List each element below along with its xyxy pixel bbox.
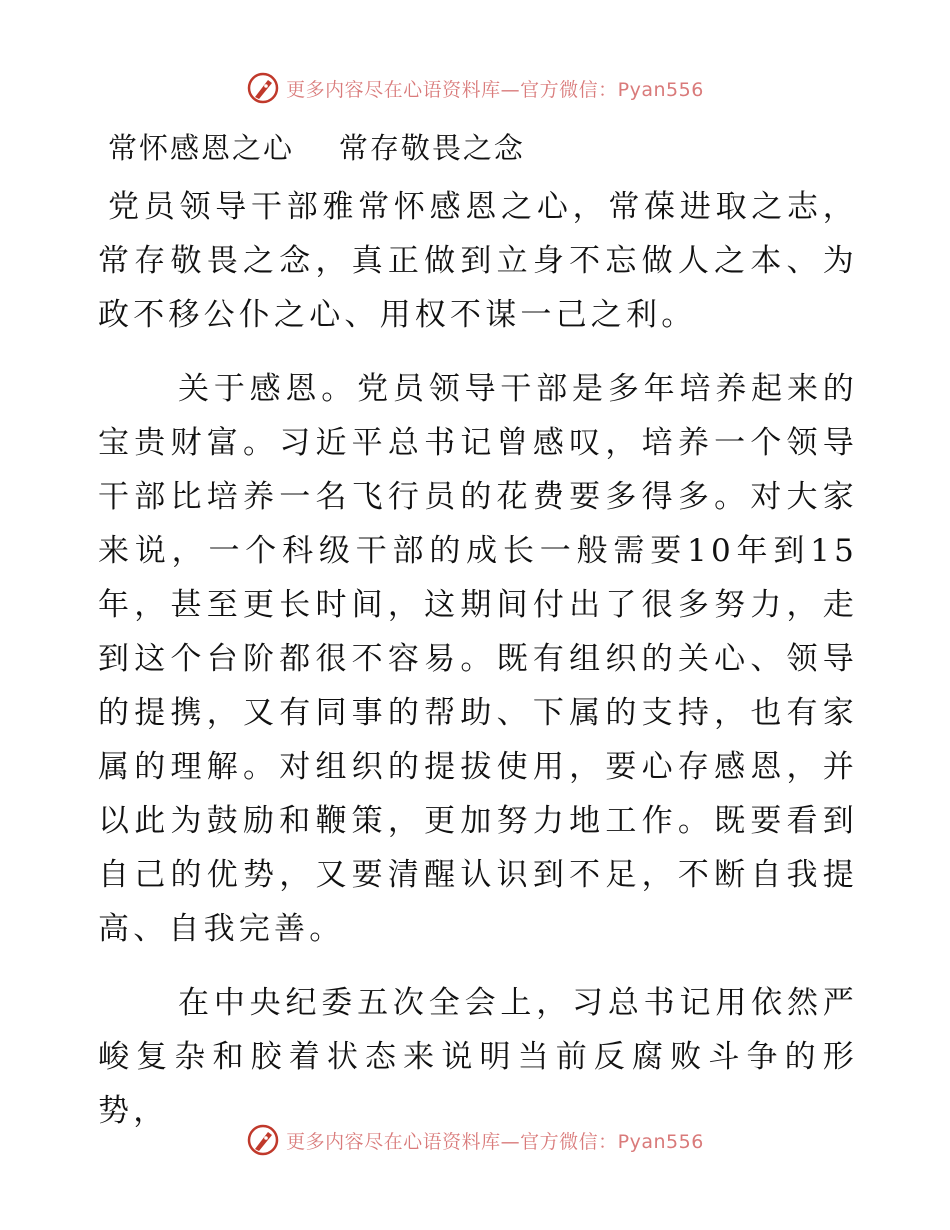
- header-watermark-banner: [0, 68, 950, 108]
- footer-watermark-banner: [0, 1120, 950, 1160]
- header-watermark-text: 更多内容尽在心语资料库—官方微信：Pyan556: [286, 78, 704, 101]
- paragraph-anticorruption: 在中央纪委五次全会上，习总书记用依然严峻复杂和胶着状态来说明当前反腐败斗争的形势，: [98, 985, 858, 1129]
- pen-nib-logo-icon: [246, 71, 280, 105]
- document-body: [98, 180, 858, 1138]
- pen-nib-logo-icon: [246, 1123, 280, 1157]
- paragraph-intro: 党员领导干部雅常怀感恩之心，常葆进取之志，常存敬畏之念，真正做到立身不忘做人之本、为政不移公仆之心、用权不谋一己之利。: [98, 189, 858, 333]
- footer-watermark-text: 更多内容尽在心语资料库—官方微信：Pyan556: [286, 1130, 704, 1153]
- paragraph-gratitude: 关于感恩。党员领导干部是多年培养起来的宝贵财富。习近平总书记曾感叹，培养一个领导干部比培养一名飞行员的花费要多得多。对大家来说，一个科级干部的成长一般需要10年到15年，甚至更长时间，这期间付出了很多努力，走到这个台阶都很不容易。既有组织的关心、领导的提携，又有同事的帮助、下属的支持，也有家属的理解。对组织的提拔使用，要心存感恩，并以此为鼓励和鞭策，更加努力地工作。既要看到自己的优势，又要清醒认识到不足，不断自我提高、自我完善。: [98, 371, 858, 947]
- document-title: 常怀感恩之心 常存敬畏之念: [108, 131, 525, 165]
